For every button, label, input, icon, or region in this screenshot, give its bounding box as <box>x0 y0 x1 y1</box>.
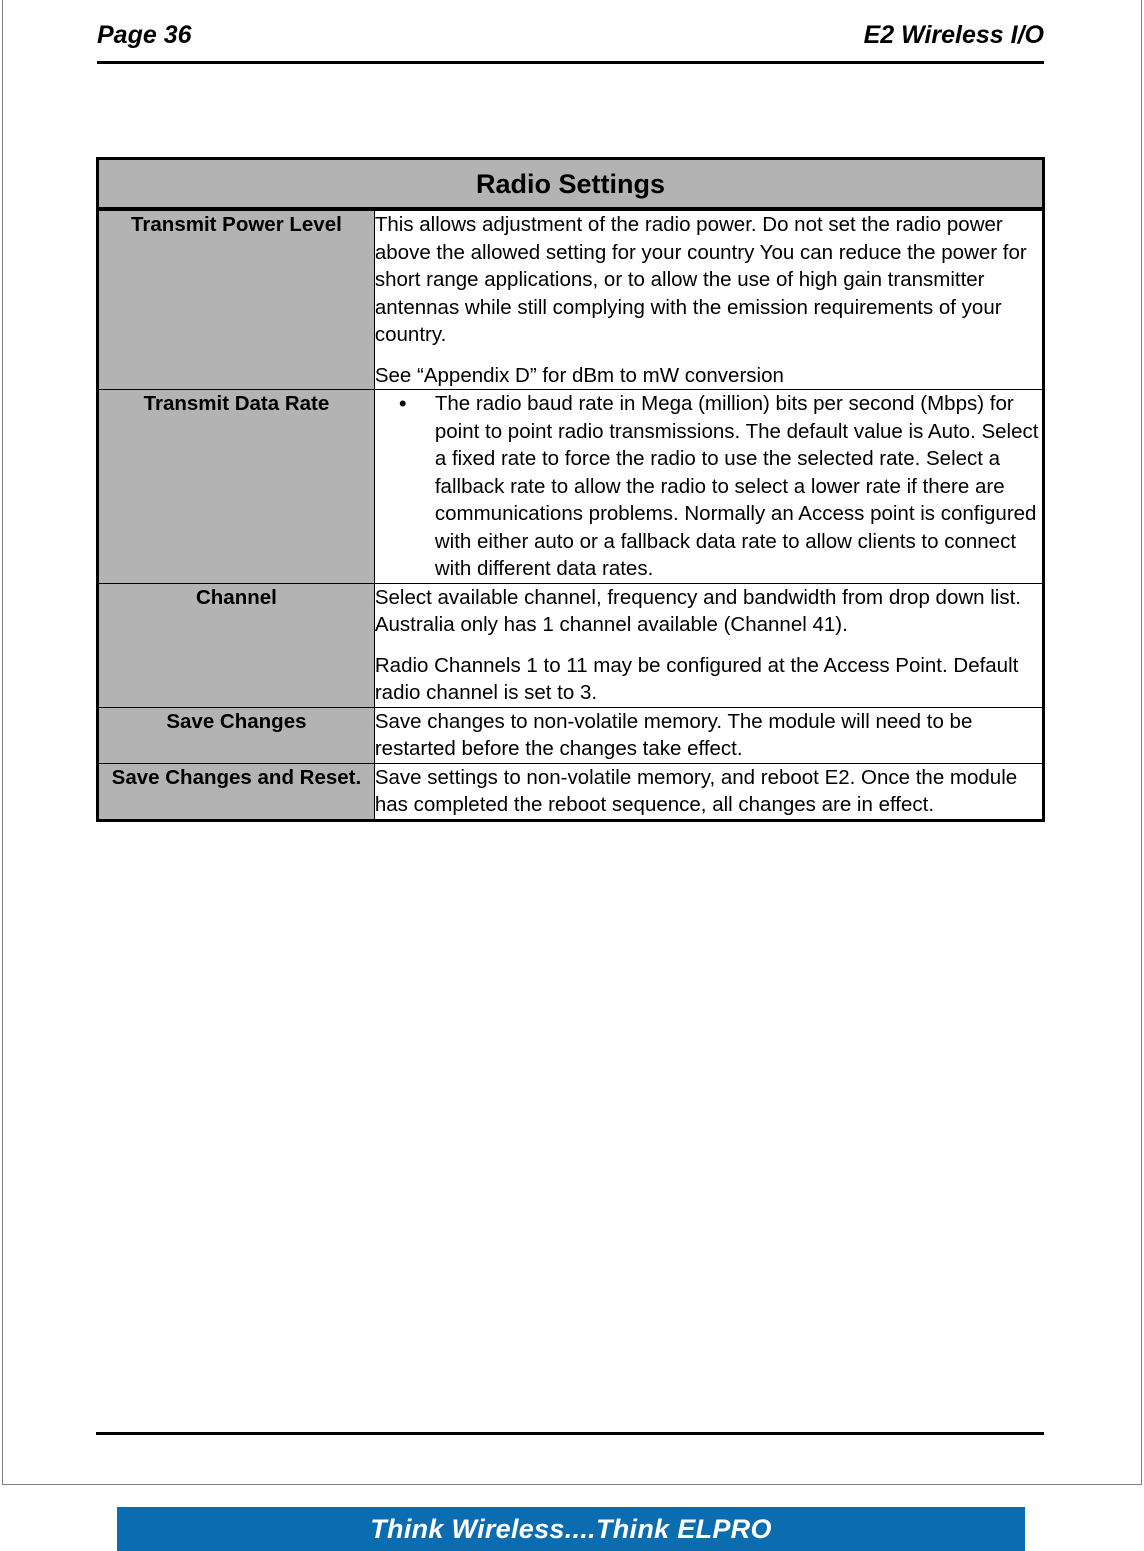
setting-label-save-changes-and-reset: Save Changes and Reset. <box>98 763 375 820</box>
running-header <box>97 20 1044 64</box>
setting-description-save-changes <box>374 707 1043 763</box>
table-row <box>98 763 1044 820</box>
table-title: Radio Settings <box>98 159 1044 210</box>
radio-settings-table-wrapper <box>96 157 1045 822</box>
setting-description-transmit-data-rate <box>374 390 1043 584</box>
description-paragraph: Select available channel, frequency and bandwidth from drop down list. Australia only has 1 channel available (Channel 41). <box>374 585 1021 636</box>
bullet-icon: • <box>398 391 407 416</box>
setting-description-transmit-power-level <box>374 209 1043 390</box>
setting-label-channel: Channel <box>98 583 375 707</box>
table-title-row <box>98 159 1044 210</box>
document-title-label: E2 Wireless I/O <box>863 21 1044 49</box>
setting-label-transmit-data-rate: Transmit Data Rate <box>98 390 375 584</box>
setting-description-save-changes-and-reset <box>374 763 1043 820</box>
description-paragraph: This allows adjustment of the radio power. Do not set the radio power above the allowed setting for your country You can reduce the power for short range applications, or to allow the use of high gain transmitter antennas while still complying with the emission requirements of your country. <box>374 213 1027 346</box>
radio-settings-table <box>96 157 1045 822</box>
setting-label-save-changes: Save Changes <box>98 707 375 763</box>
setting-label-transmit-power-level: Transmit Power Level <box>98 209 375 390</box>
page-number-label: Page 36 <box>97 21 192 49</box>
description-paragraph: See “Appendix D” for dBm to mW conversion <box>374 363 784 387</box>
table-row <box>98 390 1044 584</box>
bullet-list <box>375 390 1042 583</box>
list-item <box>375 390 1042 583</box>
footer-divider <box>96 1432 1044 1435</box>
table-row <box>98 209 1044 390</box>
table-row <box>98 583 1044 707</box>
elpro-tagline-banner <box>117 1507 1025 1551</box>
table-row <box>98 707 1044 763</box>
description-paragraph: Save settings to non-volatile memory, and reboot E2. Once the module has completed the reboot sequence, all changes are in effect. <box>374 765 1018 816</box>
banner-text: Think Wireless....Think ELPRO <box>370 1514 772 1544</box>
table-body <box>98 209 1044 820</box>
description-paragraph: The radio baud rate in Mega (million) bits per second (Mbps) for point to point radio transmissions. The default value is Auto. Select a fixed rate to force the radio to use the selected rate. Select a fallback rate to allow the radio to select a lower rate if there are communications problems. Normally an Access point is configured with either auto or a fallback data rate to allow clients to connect with different data rates. <box>434 392 1039 580</box>
description-paragraph: Radio Channels 1 to 11 may be configured at the Access Point. Default radio channel is set to 3. <box>374 653 1019 704</box>
description-paragraph: Save changes to non-volatile memory. The module will need to be restarted before the changes take effect. <box>374 709 973 760</box>
setting-description-channel <box>374 583 1043 707</box>
